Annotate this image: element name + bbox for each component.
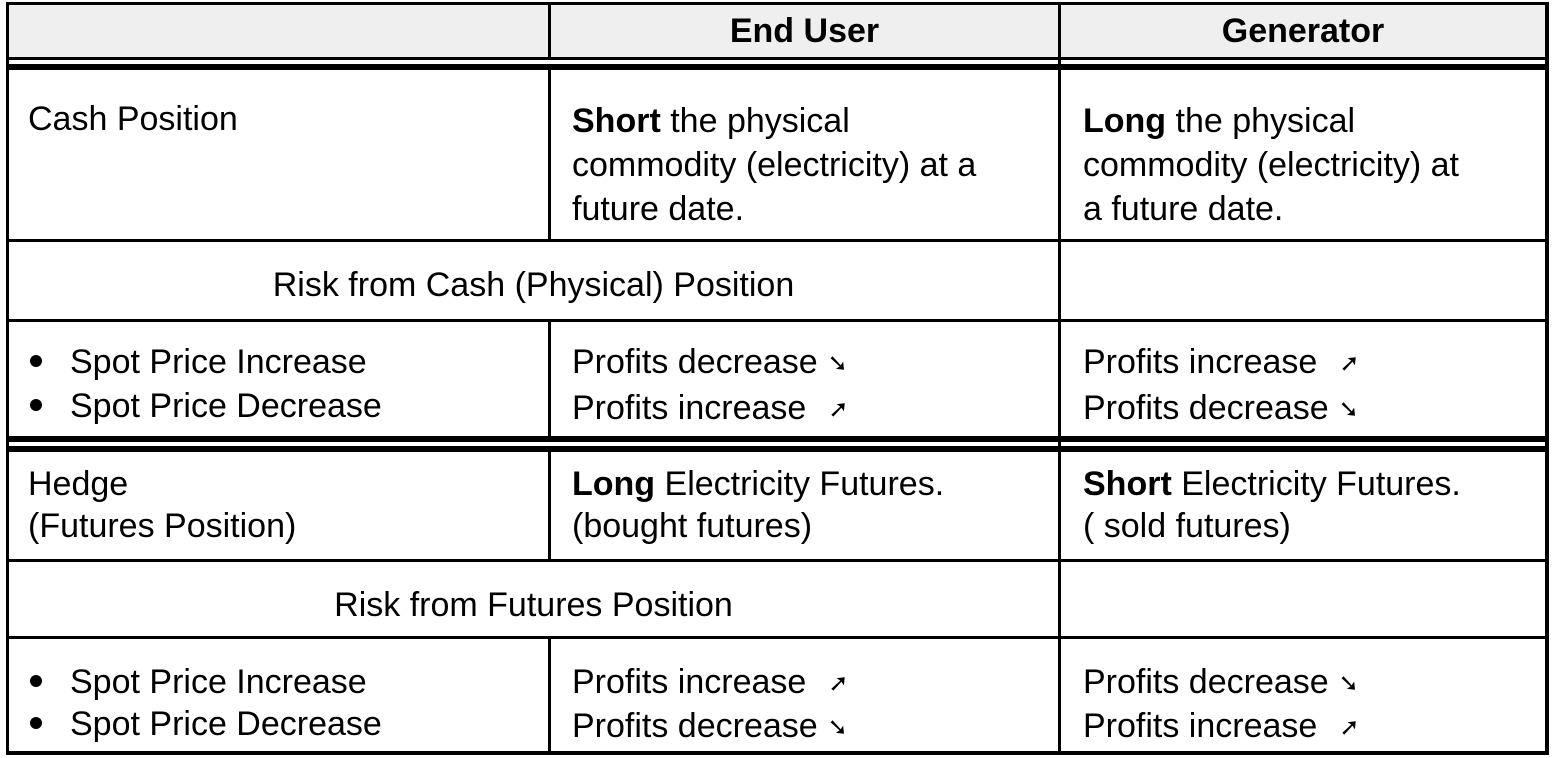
cash-end-user-line2: commodity (electricity) at a <box>572 146 977 184</box>
cash-generator-line3: a future date. <box>1083 190 1284 228</box>
cash-effects-generator: Profits increase ➚ Profits decrease ➘ <box>1083 340 1359 432</box>
list-item: Spot Price Increase <box>30 661 382 703</box>
cash-risk-title: Risk from Cash (Physical) Position <box>272 266 795 304</box>
cash-end-user-line3: future date. <box>572 190 745 228</box>
rule <box>6 436 1549 442</box>
futures-effects-list <box>30 661 382 745</box>
hedge-label: Hedge (Futures Position) <box>28 465 297 545</box>
list-item: Spot Price Increase <box>30 340 382 384</box>
bullet-icon <box>30 717 42 729</box>
cash-generator-line2: commodity (electricity) at <box>1083 146 1459 184</box>
cash-effects-end-user: Profits decrease ➘ Profits increase ➚ <box>572 340 848 432</box>
rule <box>6 319 1549 322</box>
rule <box>548 446 551 562</box>
list-item: Spot Price Decrease <box>30 703 382 745</box>
cash-end-user-text: the physical <box>660 102 850 140</box>
cash-generator-text: the physical <box>1166 102 1356 140</box>
header-generator: Generator <box>1221 12 1385 50</box>
cash-generator-cell <box>1083 99 1459 231</box>
rule <box>6 239 1549 242</box>
rule <box>6 64 1549 70</box>
hedge-end-user-cell: Long Electricity Futures. (bought futures) <box>572 465 945 545</box>
bullet-icon <box>30 675 42 687</box>
cash-position-label: Cash Position <box>28 100 238 138</box>
futures-effects-generator: Profits decrease ➘ Profits increase ➚ <box>1083 661 1359 749</box>
up-right-arrow-icon: ➚ <box>1339 350 1360 378</box>
futures-effects-end-user: Profits increase ➚ Profits decrease ➘ <box>572 661 848 749</box>
rule <box>6 2 1549 5</box>
rule <box>6 559 1549 562</box>
down-right-arrow-icon: ➘ <box>827 714 848 742</box>
rule <box>548 636 551 755</box>
hedge-generator-cell: Short Electricity Futures. ( sold futures) <box>1083 465 1461 545</box>
rule <box>6 2 9 755</box>
cash-end-user-cell <box>572 99 976 231</box>
rule <box>6 57 1549 60</box>
futures-risk-title: Risk from Futures Position <box>334 586 733 624</box>
cash-generator-bold: Long <box>1083 102 1167 140</box>
rule <box>548 319 551 442</box>
up-right-arrow-icon: ➚ <box>1339 714 1360 742</box>
cash-effects-list <box>30 340 382 428</box>
up-right-arrow-icon: ➚ <box>828 396 849 424</box>
down-right-arrow-icon: ➘ <box>1338 396 1359 424</box>
rule <box>6 446 1549 452</box>
list-item: Spot Price Decrease <box>30 384 382 428</box>
down-right-arrow-icon: ➘ <box>827 350 848 378</box>
cash-end-user-bold: Short <box>572 102 661 140</box>
rule <box>548 64 551 242</box>
rule <box>6 636 1549 639</box>
rule <box>1545 2 1549 755</box>
rule <box>6 751 1549 755</box>
header-end-user: End User <box>729 12 880 50</box>
down-right-arrow-icon: ➘ <box>1338 670 1359 698</box>
bullet-icon <box>30 399 42 411</box>
up-right-arrow-icon: ➚ <box>828 670 849 698</box>
rule <box>1058 2 1061 755</box>
bullet-icon <box>30 355 42 367</box>
